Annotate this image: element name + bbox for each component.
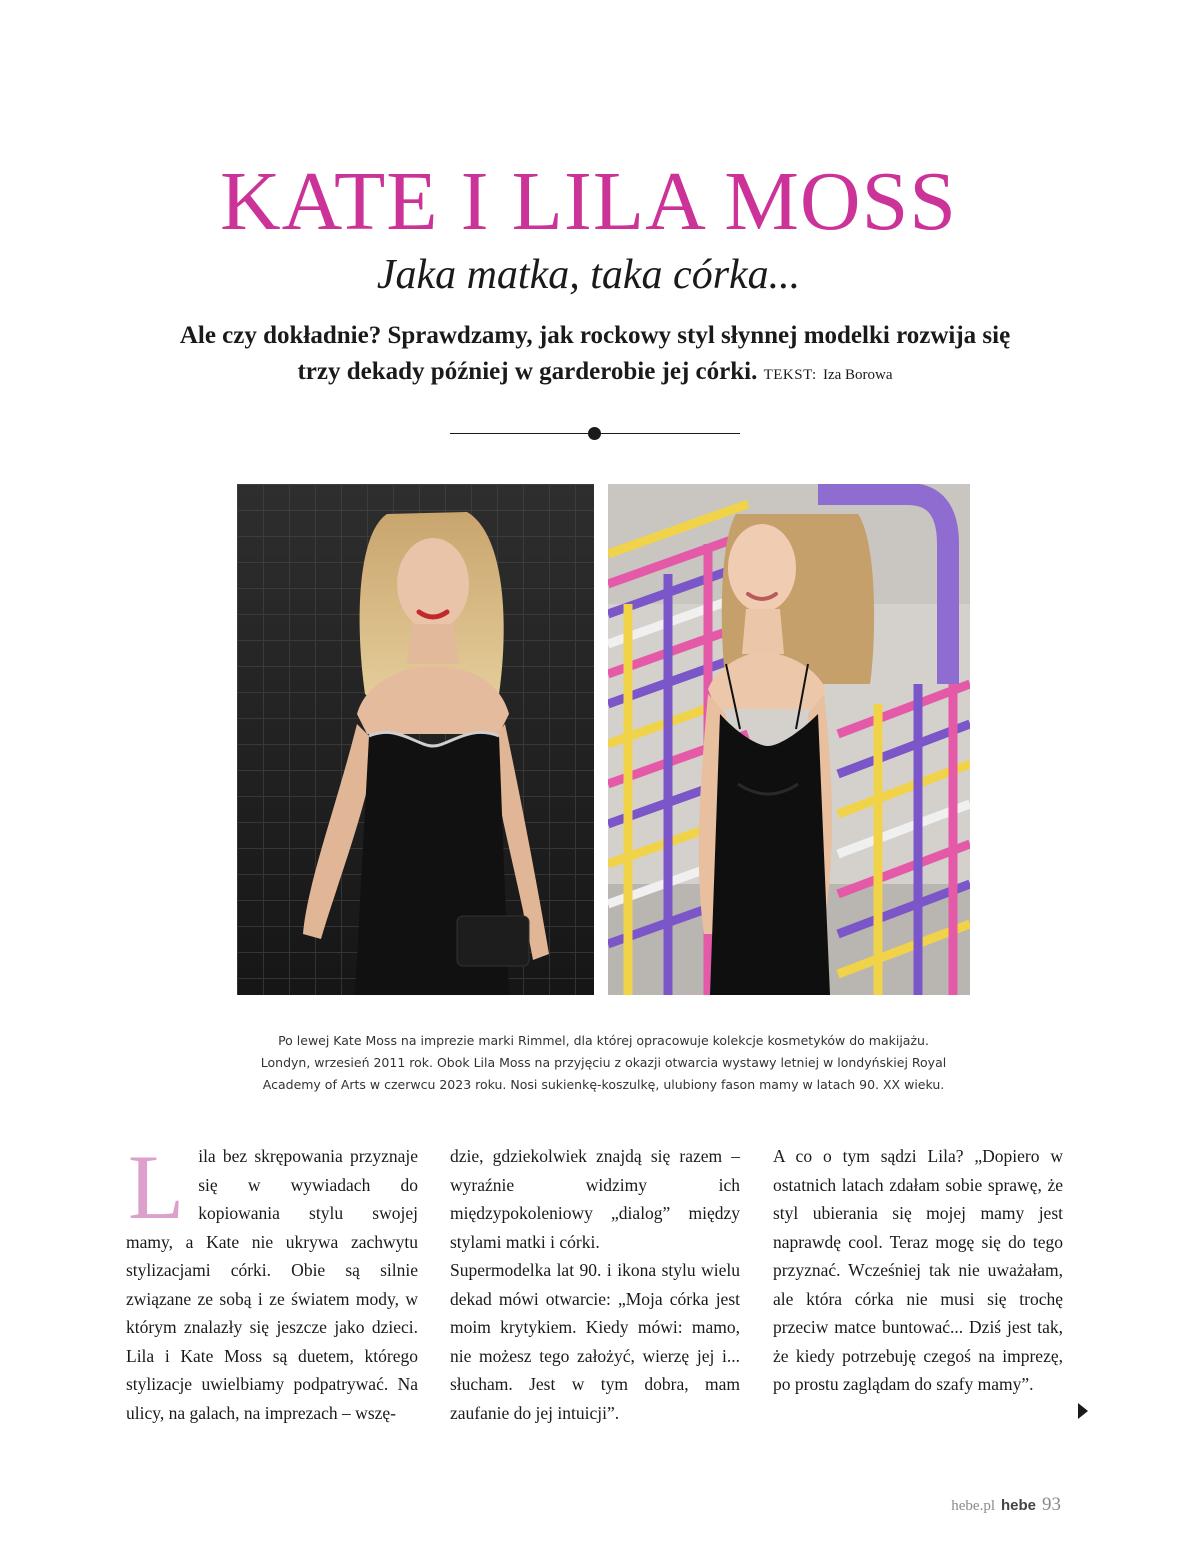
- page-footer: [951, 1494, 1061, 1516]
- body-paragraph-2: dzie, gdziekolwiek znajdą się razem – wyraźnie widzimy ich międzypokoleniowy „dialog” między stylami matki i córki.: [450, 1146, 740, 1252]
- lead-line-2: trzy dekady później w garderobie jej córki.: [297, 358, 758, 385]
- article-lead: [150, 318, 1040, 393]
- photo-lila-moss-image: [608, 484, 970, 995]
- photo-kate-moss-image: [237, 484, 594, 995]
- photo-caption: [240, 1030, 967, 1096]
- lead-line-1: Ale czy dokładnie? Sprawdzamy, jak rockowy styl słynnej modelki rozwija się: [179, 322, 1011, 349]
- body-column-3: [773, 1142, 1063, 1399]
- caption-line-3: Academy of Arts w czerwcu 2023 roku. Nosi sukienkę-koszulkę, ulubiony fason mamy w latach 90. XX wieku.: [262, 1077, 945, 1092]
- photo-kate-moss: [237, 484, 594, 995]
- photo-lila-moss: [608, 484, 970, 995]
- drop-cap: L: [128, 1136, 185, 1238]
- divider-dot: [588, 427, 601, 440]
- credit-name: Iza Borowa: [822, 367, 893, 383]
- caption-line-1: Po lewej Kate Moss na imprezie marki Rimmel, dla której opracowuje kolekcje kosmetyków do makijażu.: [278, 1033, 929, 1048]
- body-column-2: [450, 1142, 740, 1427]
- body-paragraph-1: ila bez skrępowania przyznaje się w wywiadach do kopiowania stylu swojej mamy, a Kate nie ukrywa zachwytu stylizacjami córki. Obie są silnie związane ze sobą i ze światem mody, w którym znalazły się jeszcze jako dzieci. Lila i Kate Moss są duetem, którego stylizacje uwielbiamy podpatrywać. Na ulicy, na galach, na imprezach – wszę-: [126, 1146, 418, 1423]
- caption-line-2: Londyn, wrzesień 2011 rok. Obok Lila Moss na przyjęciu z okazji otwarcia wystawy letniej w londyńskiej Royal: [260, 1055, 947, 1070]
- article-subtitle: Jaka matka, taka córka...: [376, 252, 801, 298]
- body-paragraph-3: Supermodelka lat 90. i ikona stylu wielu dekad mówi otwarcie: „Moja córka jest moim krytykiem. Kiedy mówi: mamo, nie możesz tego założyć, wierzę jej i... słucham. Jest w tym dobra, mam zaufanie do jej intuicji”.: [450, 1260, 740, 1423]
- credit-label: TEKST:: [763, 367, 817, 383]
- article-title: KATE I LILA MOSS: [219, 155, 957, 248]
- body-paragraph-4: A co o tym sądzi Lila? „Dopiero w ostatnich latach zdałam sobie sprawę, że styl ubierania się mojej mamy jest naprawdę cool. Teraz mogę się do tego przyznać. Wcześniej tak nie uważałam, ale która córka nie musi się trochę przeciw matce buntować... Dziś jest tak, że kiedy potrzebuję czegoś na imprezę, po prostu zaglądam do szafy mamy”.: [773, 1146, 1063, 1394]
- footer-site: hebe.pl: [951, 1498, 995, 1514]
- body-column-1: [126, 1136, 418, 1427]
- continue-arrow-icon: [1078, 1403, 1088, 1419]
- footer-brand-logo: hebe: [1000, 1497, 1036, 1514]
- page-number: 93: [1042, 1494, 1061, 1515]
